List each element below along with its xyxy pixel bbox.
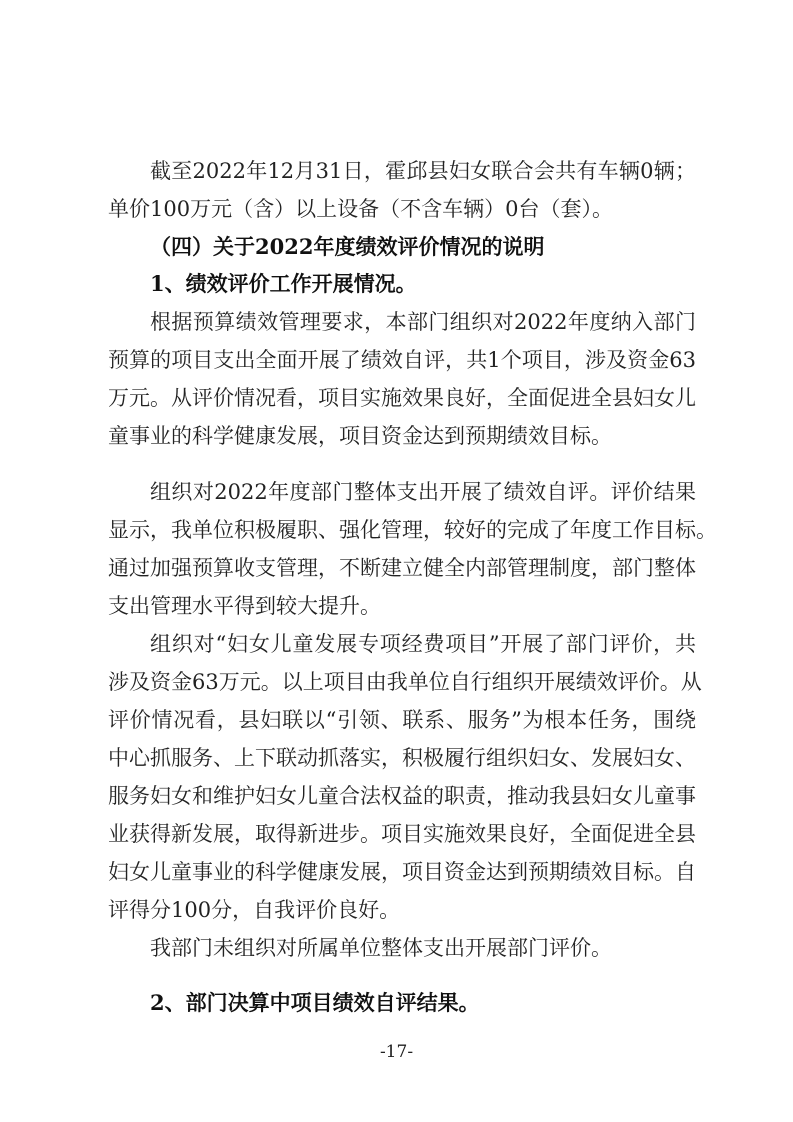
paragraph-line: 预算的项目支出全面开展了绩效自评，共1个项目，涉及资金63 (108, 348, 696, 372)
paragraph-line: 童事业的科学健康发展，项目资金达到预期绩效目标。 (108, 424, 612, 448)
paragraph-line: 支出管理水平得到较大提升。 (108, 594, 381, 618)
paragraph-line: 组织对2022年度部门整体支出开展了绩效自评。评价结果 (150, 480, 696, 504)
subsection-heading: 2、部门决算中项目绩效自评结果。 (150, 990, 480, 1015)
paragraph-line: 我部门未组织对所属单位整体支出开展部门评价。 (150, 936, 612, 960)
page-number: -17- (379, 1042, 414, 1062)
subsection-heading: 1、绩效评价工作开展情况。 (150, 271, 417, 296)
paragraph-line: 通过加强预算收支管理，不断建立健全内部管理制度，部门整体 (108, 556, 696, 580)
paragraph-line: 万元。从评价情况看，项目实施效果良好，全面促进全县妇女儿 (108, 386, 696, 410)
paragraph-line: 涉及资金63万元。以上项目由我单位自行组织开展绩效评价。从 (108, 670, 702, 694)
paragraph-line: 业获得新发展，取得新进步。项目实施效果良好，全面促进全县 (108, 822, 696, 846)
paragraph-line: 评价情况看，县妇联以“引领、联系、服务”为根本任务，围绕 (108, 708, 696, 732)
paragraph-line: 妇女儿童事业的科学健康发展，项目资金达到预期绩效目标。自 (108, 860, 696, 884)
section-heading: （四）关于2022年度绩效评价情况的说明 (150, 234, 545, 259)
paragraph-line: 组织对“妇女儿童发展专项经费项目”开展了部门评价，共 (150, 632, 696, 656)
paragraph-line: 中心抓服务、上下联动抓落实，积极履行组织妇女、发展妇女、 (108, 746, 696, 770)
paragraph-line: 评得分100分，自我评价良好。 (108, 898, 401, 922)
paragraph-line: 单价100万元（含）以上设备（不含车辆）0台（套）。 (108, 197, 613, 221)
paragraph-line: 服务妇女和维护妇女儿童合法权益的职责，推动我县妇女儿童事 (108, 784, 696, 808)
paragraph-line: 截至2022年12月31日，霍邱县妇女联合会共有车辆0辆； (150, 159, 696, 183)
paragraph-line: 显示，我单位积极履职、强化管理，较好的完成了年度工作目标。 (108, 518, 717, 542)
paragraph-line: 根据预算绩效管理要求，本部门组织对2022年度纳入部门 (150, 310, 696, 334)
